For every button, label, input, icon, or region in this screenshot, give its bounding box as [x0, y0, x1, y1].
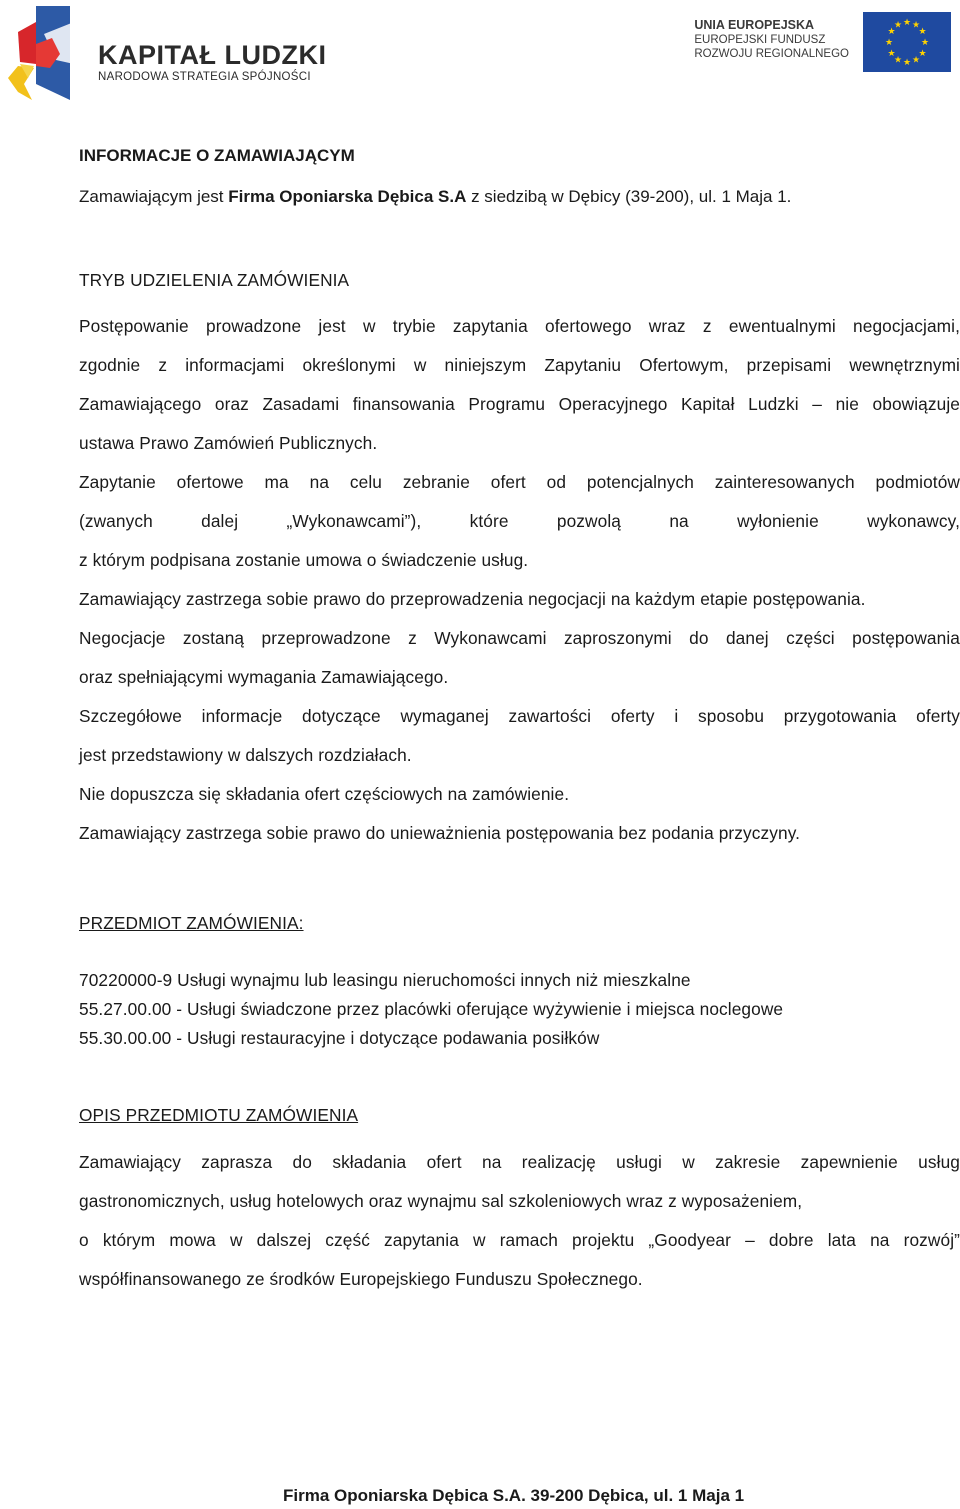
section-przedmiot: [79, 911, 960, 1053]
kapital-ludzki-subtitle: NARODOWA STRATEGIA SPÓJNOŚCI: [98, 71, 311, 83]
section-opis: [79, 1103, 960, 1299]
svg-text:★: ★: [887, 49, 896, 59]
svg-text:★: ★: [902, 58, 912, 68]
tryb-p5-last: jest przedstawiony w dalszych rozdziałach.: [79, 745, 412, 765]
opis-paragraph: [79, 1143, 960, 1299]
tryb-p1-line: zgodnie z informacjami określonymi w niniejszym Zapytaniu Ofertowym, przepisami wewnętrznymi: [79, 355, 960, 375]
svg-text:★: ★: [884, 38, 894, 48]
tryb-p1-line: Postępowanie prowadzone jest w trybie zapytania ofertowego wraz z ewentualnymi negocjacjami,: [79, 316, 960, 336]
eu-line-3: ROZWOJU REGIONALNEGO: [694, 48, 849, 60]
opis-last: współfinansowanego ze środków Europejskiego Funduszu Społecznego.: [79, 1269, 643, 1289]
info-text-before: Zamawiającym jest: [79, 187, 229, 206]
info-company: Firma Oponiarska Dębica S.A: [228, 187, 467, 206]
tryb-p4-last: oraz spełniającymi wymagania Zamawiającego.: [79, 667, 449, 687]
przedmiot-item: 55.30.00.00 - Usługi restauracyjne i dotyczące podawania posiłków: [79, 1028, 600, 1048]
tryb-p7: Zamawiający zastrzega sobie prawo do unieważnienia postępowania bez podania przyczyny.: [79, 823, 801, 843]
tryb-paragraph-3: [79, 580, 960, 619]
tryb-p2-line: (zwanych dalej „Wykonawcami”), które pozwolą na wyłonienie wykonawcy,: [79, 511, 960, 531]
svg-text:★: ★: [911, 55, 921, 66]
page-header: [0, 0, 960, 110]
svg-text:★: ★: [918, 49, 927, 59]
svg-text:★: ★: [902, 18, 912, 28]
info-title: INFORMACJE O ZAMAWIAJĄCYM: [79, 146, 355, 165]
tryb-p1-last: ustawa Prawo Zamówień Publicznych.: [79, 433, 378, 453]
przedmiot-list: [79, 966, 960, 1053]
section-tryb: [79, 268, 960, 853]
przedmiot-item: 70220000-9 Usługi wynajmu lub leasingu nieruchomości innych niż mieszkalne: [79, 970, 691, 990]
eu-text: [694, 18, 849, 61]
tryb-paragraph-7: [79, 814, 960, 853]
tryb-paragraph-2: [79, 463, 960, 580]
przedmiot-item: 55.27.00.00 - Usługi świadczone przez placówki oferujące wyżywienie i miejsca noclegowe: [79, 999, 784, 1019]
tryb-p2-line: Zapytanie ofertowe ma na celu zebranie ofert od potencjalnych zainteresowanych podmiotów: [79, 472, 960, 492]
info-text: [79, 185, 960, 209]
tryb-p1-line: Zamawiającego oraz Zasadami finansowania Programu Operacyjnego Kapitał Ludzki – nie obowiązuje: [79, 394, 960, 414]
kapital-ludzki-logo: [6, 4, 336, 104]
svg-text:★: ★: [887, 27, 896, 37]
svg-text:★: ★: [893, 55, 903, 66]
tryb-p5-line: Szczegółowe informacje dotyczące wymaganej zawartości oferty i sposobu przygotowania oferty: [79, 706, 960, 726]
tryb-paragraph-6: [79, 775, 960, 814]
svg-text:★: ★: [920, 38, 930, 48]
kapital-ludzki-title: KAPITAŁ LUDZKI: [98, 40, 327, 70]
opis-line: gastronomicznych, usług hotelowych oraz wynajmu sal szkoleniowych wraz z wyposażeniem,: [79, 1191, 803, 1211]
tryb-title: TRYB UDZIELENIA ZAMÓWIENIA: [79, 270, 350, 290]
opis-line: o którym mowa w dalszej część zapytania w ramach projektu „Goodyear – dobre lata na rozwój”: [79, 1230, 960, 1250]
opis-title: OPIS PRZEDMIOTU ZAMÓWIENIA: [79, 1105, 359, 1125]
tryb-paragraph-1: [79, 307, 960, 463]
przedmiot-title: PRZEDMIOT ZAMÓWIENIA:: [79, 913, 304, 933]
tryb-p4-line: Negocjacje zostaną przeprowadzone z Wykonawcami zaproszonymi do danej części postępowania: [79, 628, 960, 648]
opis-line: Zamawiający zaprasza do składania ofert na realizację usługi w zakresie zapewnienie usług: [79, 1152, 960, 1172]
tryb-paragraph-4: [79, 619, 960, 697]
eu-logo: [694, 12, 955, 74]
tryb-p6: Nie dopuszcza się składania ofert częściowych na zamówienie.: [79, 784, 570, 804]
eu-line-2: EUROPEJSKI FUNDUSZ: [694, 34, 826, 46]
tryb-p2-last: z którym podpisana zostanie umowa o świadczenie usług.: [79, 550, 529, 570]
info-text-after: z siedzibą w Dębicy (39-200), ul. 1 Maja 1.: [466, 187, 792, 206]
tryb-paragraph-5: [79, 697, 960, 775]
kapital-ludzki-emblem-icon: [6, 4, 96, 104]
section-info: [79, 144, 960, 209]
eu-line-1: UNIA EUROPEJSKA: [694, 18, 815, 32]
page-footer: Firma Oponiarska Dębica S.A. 39-200 Dębica, ul. 1 Maja 1: [283, 1486, 745, 1505]
svg-text:★: ★: [893, 20, 903, 31]
eu-flag-icon: [863, 12, 951, 72]
tryb-p3: Zamawiający zastrzega sobie prawo do przeprowadzenia negocjacji na każdym etapie postępowania.: [79, 589, 866, 609]
svg-text:★: ★: [918, 27, 927, 37]
svg-text:★: ★: [911, 20, 921, 31]
